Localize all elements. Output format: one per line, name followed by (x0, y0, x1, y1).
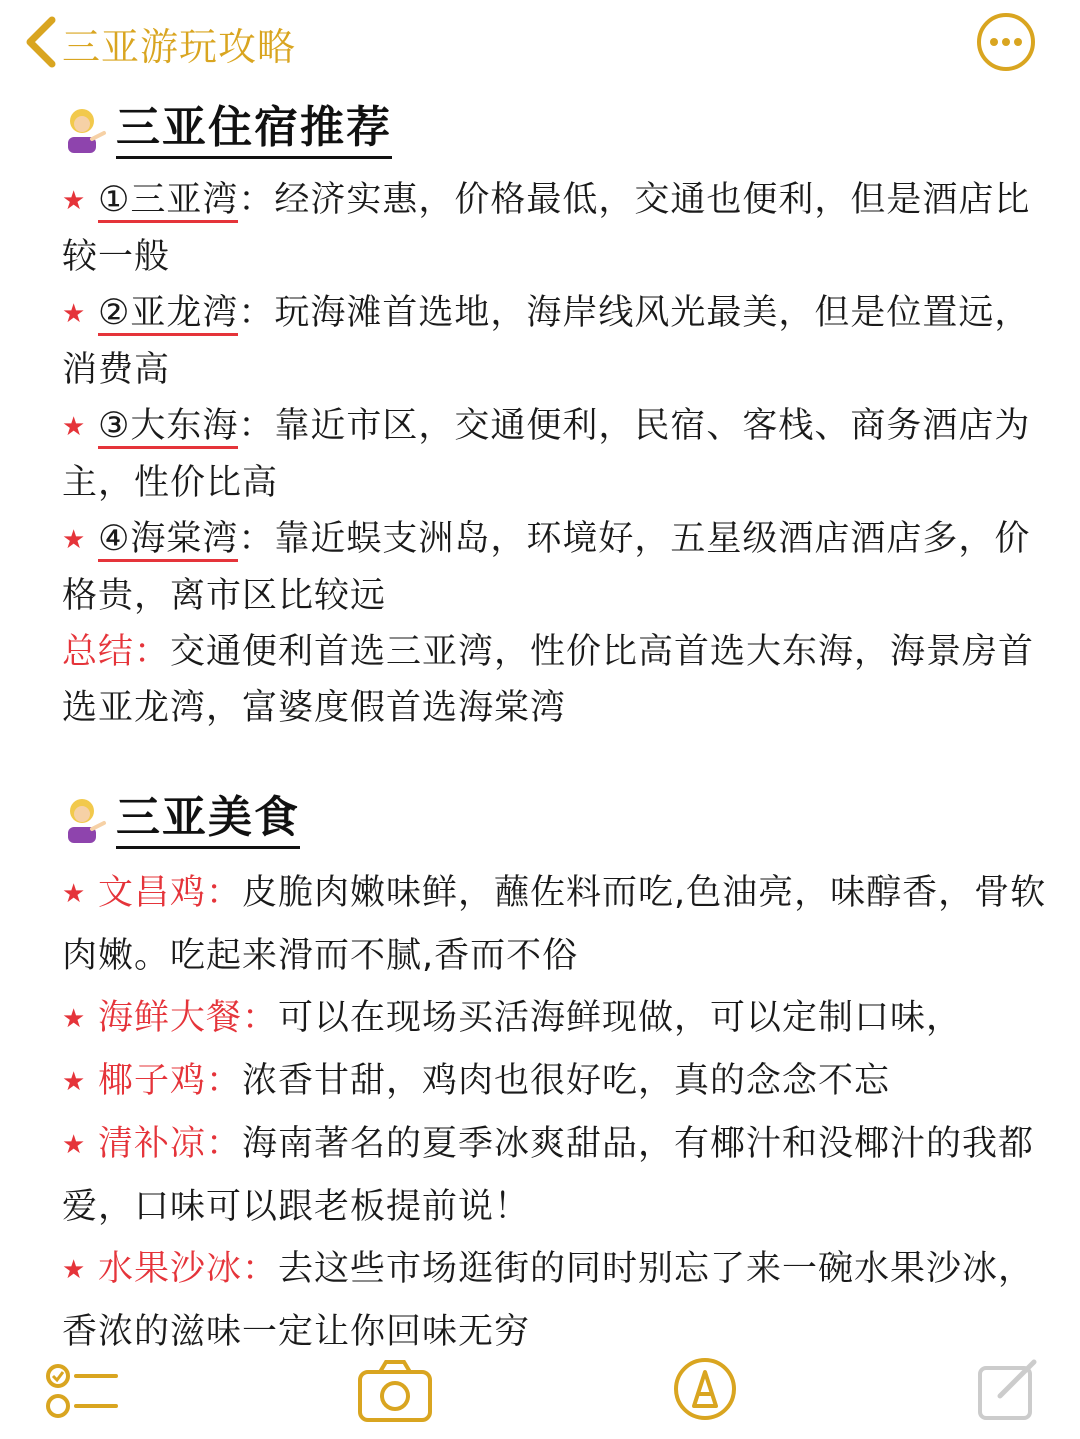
camera-icon (356, 1358, 434, 1424)
star-icon: ★ (62, 525, 87, 555)
markup-button[interactable] (672, 1356, 738, 1426)
lodging-item (62, 172, 1052, 285)
food-item-label: 文昌鸡： (98, 873, 243, 913)
food-heading-text: 三亚美食 (116, 792, 300, 849)
more-button[interactable] (976, 12, 1036, 72)
food-item-text: 浓香甘甜，鸡肉也很好吃，真的念念不忘 (242, 1061, 891, 1101)
food-item (62, 1238, 1052, 1363)
food-item-text: 皮脆肉嫩味鲜，蘸佐料而吃,色油亮，味醇香，骨软肉嫩。吃起来滑而不腻,香而不俗 (62, 873, 1047, 976)
lodging-item-text: 经济实惠，价格最低，交通也便利，但是酒店比较一般 (62, 180, 1031, 277)
food-item (62, 862, 1052, 987)
pen-markup-icon (672, 1356, 738, 1422)
lodging-heading-text: 三亚住宿推荐 (116, 102, 392, 159)
lodging-item-label: ②亚龙湾 (98, 293, 238, 336)
lodging-item-sep: ： (238, 519, 275, 559)
person-tipping-hand-icon (62, 105, 108, 155)
page-title: 三亚游玩攻略 (62, 25, 297, 69)
checklist-button[interactable] (44, 1360, 120, 1428)
lodging-item (62, 511, 1052, 624)
food-item (62, 1050, 1052, 1113)
star-icon: ★ (62, 1130, 87, 1160)
chevron-left-icon (18, 14, 68, 70)
lodging-item-text: 玩海滩首选地，海岸线风光最美，但是位置远，消费高 (62, 293, 1031, 390)
food-item-label: 椰子鸡： (98, 1061, 243, 1101)
lodging-item-text: 靠近市区，交通便利，民宿、客栈、商务酒店为主，性价比高 (62, 406, 1031, 503)
food-item-text: 去这些市场逛街的同时别忘了来一碗水果沙冰，香浓的滋味一定让你回味无穷 (62, 1249, 1035, 1352)
food-item-label: 清补凉： (98, 1124, 243, 1164)
camera-button[interactable] (356, 1358, 434, 1428)
summary-label: 总结： (62, 632, 171, 672)
lodging-summary (62, 624, 1052, 736)
lodging-item (62, 285, 1052, 398)
lodging-item-text: 靠近蜈支洲岛，环境好，五星级酒店酒店多，价格贵，离市区比较远 (62, 519, 1031, 616)
food-heading (62, 788, 1052, 852)
star-icon: ★ (62, 299, 87, 329)
lodging-item-sep: ： (238, 180, 275, 220)
star-icon: ★ (62, 1004, 87, 1034)
lodging-item-sep: ： (238, 406, 275, 446)
lodging-item-label: ④海棠湾 (98, 519, 238, 562)
bottom-toolbar (0, 1348, 1080, 1439)
lodging-heading (62, 98, 1052, 162)
star-icon: ★ (62, 1067, 87, 1097)
lodging-item (62, 398, 1052, 511)
food-item-text: 可以在现场买活海鲜现做，可以定制口味， (278, 998, 963, 1038)
food-item (62, 1113, 1052, 1238)
food-item-label: 海鲜大餐： (98, 998, 279, 1038)
star-icon: ★ (62, 412, 87, 442)
food-item-label: 水果沙冰： (98, 1249, 279, 1289)
food-item (62, 987, 1052, 1050)
summary-text: 交通便利首选三亚湾，性价比高首选大东海，海景房首选亚龙湾，富婆度假首选海棠湾 (62, 632, 1035, 728)
star-icon: ★ (62, 186, 87, 216)
lodging-item-sep: ： (238, 293, 275, 333)
star-icon: ★ (62, 879, 87, 909)
lodging-item-label: ①三亚湾 (98, 180, 238, 223)
top-nav-bar (0, 0, 1080, 90)
more-icon (976, 12, 1036, 72)
food-item-text: 海南著名的夏季冰爽甜品，有椰汁和没椰汁的我都爱，口味可以跟老板提前说！ (62, 1124, 1035, 1227)
checklist-icon (44, 1360, 120, 1424)
note-content (62, 98, 1052, 1363)
lodging-item-label: ③大东海 (98, 406, 238, 449)
star-icon: ★ (62, 1255, 87, 1285)
back-button[interactable] (18, 14, 68, 70)
person-tipping-hand-icon (62, 795, 108, 845)
compose-button[interactable] (976, 1356, 1040, 1426)
compose-icon (976, 1356, 1040, 1422)
